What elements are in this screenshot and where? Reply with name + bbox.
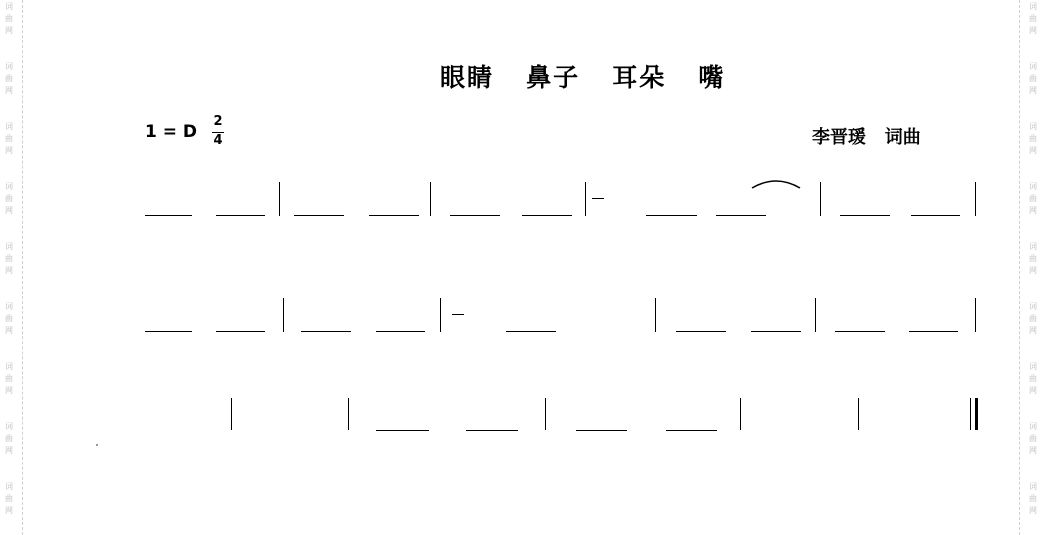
underline-beam [450, 215, 500, 216]
watermark-glyph: 网 [1029, 446, 1037, 455]
watermark-glyph: 曲 [5, 314, 13, 323]
final-barline-thick [975, 398, 978, 430]
barline [655, 298, 656, 332]
watermark-glyph: 曲 [1029, 14, 1037, 23]
right-border [1019, 0, 1020, 535]
barline [740, 398, 741, 430]
watermark-glyph: 词 [5, 362, 13, 371]
tie-arc [748, 174, 808, 190]
watermark-glyph: 曲 [1029, 494, 1037, 503]
watermark-glyph: 网 [5, 26, 13, 35]
watermark-glyph: 词 [1029, 2, 1037, 11]
underline-beam [216, 215, 265, 216]
barline [545, 398, 546, 430]
watermark-glyph: 词 [5, 422, 13, 431]
barline [283, 298, 284, 332]
underline-beam [522, 215, 572, 216]
watermark-glyph: 网 [5, 506, 13, 515]
watermark-glyph: 词 [1029, 302, 1037, 311]
underline-beam [466, 430, 518, 431]
stray-dot [96, 444, 98, 446]
watermark-glyph: 词 [5, 122, 13, 131]
watermark-glyph: 曲 [5, 254, 13, 263]
watermark-glyph: 网 [5, 386, 13, 395]
time-sig-denominator: 4 [213, 133, 223, 148]
watermark-glyph: 曲 [5, 74, 13, 83]
watermark-glyph: 网 [5, 86, 13, 95]
watermark-glyph: 词 [5, 62, 13, 71]
underline-beam [576, 430, 627, 431]
time-sig-line [592, 198, 604, 199]
barline [279, 182, 280, 216]
underline-beam [145, 331, 192, 332]
watermark-glyph: 曲 [1029, 194, 1037, 203]
underline-beam [369, 215, 419, 216]
time-sig-line [452, 314, 464, 315]
barline [858, 398, 859, 430]
watermark-glyph: 词 [1029, 422, 1037, 431]
watermark-glyph: 曲 [1029, 314, 1037, 323]
underline-beam [666, 430, 717, 431]
tie-arc-path [752, 181, 800, 188]
song-title: 眼睛 鼻子 耳朵 嘴 [440, 63, 726, 92]
watermark-glyph: 词 [5, 2, 13, 11]
watermark-glyph: 词 [1029, 182, 1037, 191]
watermark-glyph: 词 [1029, 122, 1037, 131]
watermark-glyph: 词 [1029, 362, 1037, 371]
underline-beam [294, 215, 344, 216]
left-border [22, 0, 23, 535]
barline [585, 182, 586, 216]
barline [975, 298, 976, 332]
watermark-glyph: 词 [5, 302, 13, 311]
underline-beam [646, 215, 697, 216]
underline-beam [835, 331, 885, 332]
watermark-glyph: 网 [1029, 206, 1037, 215]
underline-beam [840, 215, 890, 216]
watermark-glyph: 词 [1029, 482, 1037, 491]
watermark-glyph: 词 [5, 182, 13, 191]
barline [820, 182, 821, 216]
barline [231, 398, 232, 430]
watermark-glyph: 网 [5, 146, 13, 155]
underline-beam [911, 215, 960, 216]
watermark-glyph: 网 [1029, 146, 1037, 155]
underline-beam [145, 215, 192, 216]
watermark-glyph: 曲 [1029, 134, 1037, 143]
watermark-glyph: 网 [5, 206, 13, 215]
final-barline-thin [970, 398, 971, 430]
watermark-glyph: 网 [1029, 386, 1037, 395]
watermark-glyph: 网 [1029, 326, 1037, 335]
barline [348, 398, 349, 430]
underline-beam [909, 331, 958, 332]
watermark-glyph: 曲 [1029, 254, 1037, 263]
watermark-glyph: 词 [5, 242, 13, 251]
underline-beam [376, 331, 425, 332]
barline [975, 182, 976, 216]
watermark-glyph: 曲 [1029, 434, 1037, 443]
watermark-glyph: 网 [5, 266, 13, 275]
composer-credit: 李晋瑗 词曲 [812, 127, 921, 148]
watermark-glyph: 网 [1029, 506, 1037, 515]
watermark-glyph: 曲 [5, 434, 13, 443]
watermark-glyph: 曲 [5, 134, 13, 143]
watermark-glyph: 网 [1029, 266, 1037, 275]
barline [440, 298, 441, 332]
underline-beam [716, 215, 766, 216]
watermark-glyph: 词 [1029, 62, 1037, 71]
watermark-glyph: 网 [5, 326, 13, 335]
barline [430, 182, 431, 216]
watermark-glyph: 曲 [5, 194, 13, 203]
underline-beam [506, 331, 556, 332]
underline-beam [676, 331, 726, 332]
watermark-glyph: 曲 [5, 14, 13, 23]
underline-beam [216, 331, 265, 332]
barline [815, 298, 816, 332]
watermark-glyph: 网 [5, 446, 13, 455]
watermark-glyph: 曲 [1029, 74, 1037, 83]
watermark-glyph: 词 [1029, 242, 1037, 251]
watermark-glyph: 网 [1029, 26, 1037, 35]
watermark-glyph: 网 [1029, 86, 1037, 95]
underline-beam [301, 331, 351, 332]
underline-beam [376, 430, 429, 431]
key-signature: 1 = D [145, 122, 198, 142]
watermark-glyph: 曲 [1029, 374, 1037, 383]
underline-beam [751, 331, 801, 332]
time-sig-numerator: 2 [213, 114, 223, 129]
watermark-glyph: 曲 [5, 494, 13, 503]
watermark-glyph: 曲 [5, 374, 13, 383]
watermark-glyph: 词 [5, 482, 13, 491]
